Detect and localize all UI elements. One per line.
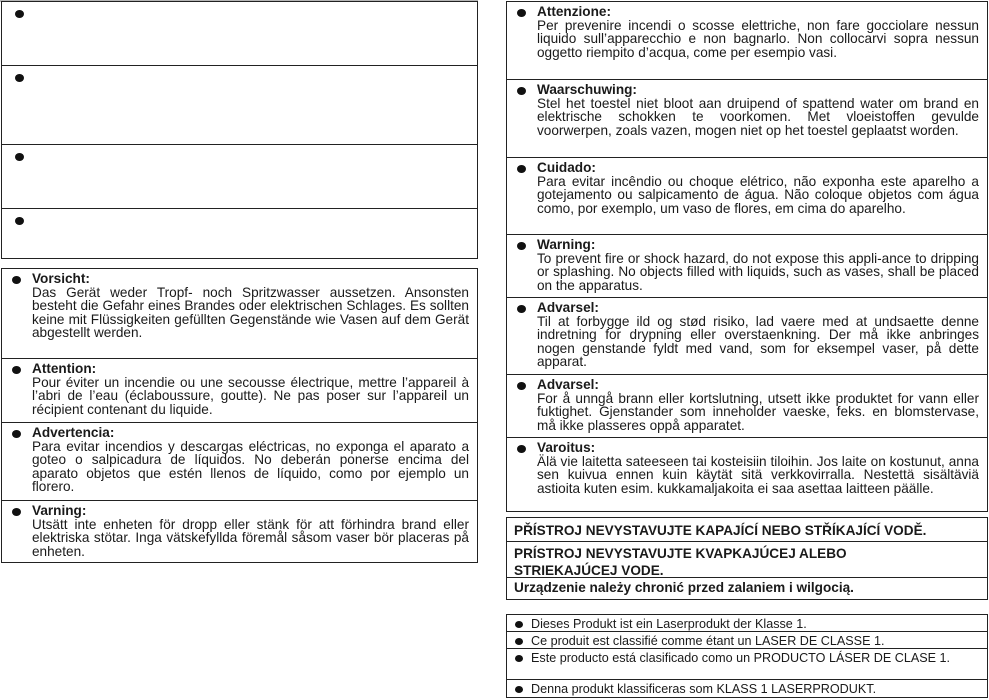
warning-entry-fi [507,438,987,510]
bullet-icon [12,366,21,374]
bullet-icon [12,508,21,516]
bullet-icon [515,655,523,662]
bullet-icon [12,276,21,284]
laser-notice-text: Denna produkt klassificeras som KLASS 1 LASERPRODUKT. [531,682,877,696]
warning-body: To prevent fire or shock hazard, do not expose this appli-ance to dripping or splashing. No objects filled with liquids, such as vases, shall be placed on the apparatus. [537,250,979,293]
bullet-icon [12,430,21,438]
bullet-icon [15,153,24,161]
warning-entry-da [507,298,987,375]
bullet-icon [515,638,523,645]
warning-entry-nl [507,80,987,158]
warning-body: For å unngå brann eller kortslutning, utsett ikke produktet for vann eller fuktighet. Gjenstander som inneholder vaeske, feks. en blomstervase, må ikke plasseres oppå apparatet. [537,390,979,433]
warning-entry-sv [2,501,477,561]
bullet-icon [517,87,526,95]
bullet-icon [15,10,24,18]
warning-title: Varning: [32,503,87,518]
warning-body: Per prevenire incendi o scosse elettriche, non fare gocciolare nessun liquido sull’apparecchio e non bagnarlo. Non collocarvi sopra nessun oggetto riempito d’acqua, come per esempio vasi. [537,17,979,60]
warning-entry-no [507,375,987,438]
laser-notice-fr [507,632,987,649]
warning-entry-pt [507,158,987,235]
laser-notice-es [507,649,987,680]
laser-notice-sv [507,680,987,697]
warning-title: Attention: [32,361,97,376]
right-warning-box [506,1,988,512]
bullet-icon [15,74,24,82]
laser-notice-de [507,615,987,632]
warning-title: Varoitus: [537,440,596,455]
bullet-icon [517,242,526,250]
bullet-icon [517,445,526,453]
water-notice-pl: Urządzenie należy chronić przed zalaniem i wilgocią. [514,580,854,595]
laser-notice-text: Ce produit est classifié comme étant un LASER DE CLASSE 1. [531,634,885,648]
water-notice-sk [507,542,987,578]
warning-title: Attenzione: [537,4,612,19]
warning-title: Vorsicht: [32,271,90,286]
bullet-icon [15,217,24,225]
warning-title: Advertencia: [32,425,115,440]
warning-title: Advarsel: [537,377,599,392]
empty-warning-entry [2,209,477,257]
bullet-icon [517,9,526,17]
warning-body: Til at forbygge ild og stød risiko, lad vaere med at undsaette denne indretning for drypning eller overstaenkning. Der må ikke anbringes nogen genstande fyldt med vand, som for eksempel vaser, på dette apparat. [537,313,979,369]
bullet-icon [517,382,526,390]
bullet-icon [515,686,523,693]
bullet-icon [517,305,526,313]
warning-body: Älä vie laitetta sateeseen tai kosteisiin tiloihin. Jos laite on kostunut, anna sen kuivua ennen kuin käytät sitä verkkovirralla. Nestettä sisältäviä astioita kuten esim. kukkamaljakoita ei saa asettaa laitteen päälle. [537,453,979,496]
empty-warning-entry [2,66,477,145]
warning-entry-it [507,2,987,80]
warning-body: Stel het toestel niet bloot aan druipend of spattend water om brand en elektrische schokken te voorkomen. Met vloeistoffen gevulde voorwerpen, zoals vazen, mogen niet op het toestel geplaatst worden. [537,95,979,138]
warning-title: Waarschuwing: [537,82,637,97]
empty-warning-box [1,1,478,259]
warning-body: Pour éviter un incendie ou une secousse électrique, mettre l’appareil à l’abri de l’eau (éclaboussure, goutte). Ne pas poser sur l’appareil un récipient contenant du liquide. [32,374,469,417]
water-notice-sk-line1: PRÍSTROJ NEVYSTAVUJTE KVAPKAJÚCEJ ALEBO [514,546,847,561]
bullet-icon [515,621,523,628]
warning-entry-es [2,423,477,501]
left-warning-box [1,268,478,563]
water-notice-box [506,517,988,600]
warning-body: Utsätt inte enheten för dropp eller stänk för att förhindra brand eller elektriska stötar. Inga vätskefyllda föremål såsom vaser bör placeras på enheten. [32,516,469,559]
bullet-icon [517,165,526,173]
warning-body: Para evitar incêndio ou choque elétrico, não exponha este aparelho a gotejamento ou salpicamento de água. Não coloque objetos com água como, por exemplo, um vaso de flores, em cima do aparelho. [537,173,979,216]
empty-warning-entry [2,2,477,66]
warning-body: Das Gerät weder Tropf- noch Spritzwasser aussetzen. Ansonsten besteht die Gefahr eines Brandes oder elektrischen Schlages. Es sollten keine mit Flüssigkeiten gefüllten Gegenstände wie Vasen auf dem Gerät abgestellt werden. [32,284,469,340]
laser-notice-text: Este producto está clasificado como un PRODUCTO LÁSER DE CLASE 1. [531,651,951,665]
warning-title: Advarsel: [537,300,599,315]
laser-notice-box [506,614,988,698]
warning-entry-en [507,235,987,298]
water-notice-sk-line2: STRIEKAJÚCEJ VODE. [514,563,664,578]
warning-title: Warning: [537,237,596,252]
empty-warning-entry [2,145,477,209]
warning-title: Cuidado: [537,160,596,175]
laser-notice-text: Dieses Produkt ist ein Laserprodukt der Klasse 1. [531,617,807,631]
warning-entry-fr [2,359,477,423]
water-notice-cs: PŘÍSTROJ NEVYSTAVUJTE KAPAJÍCÍ NEBO STŘÍKAJÍCÍ VODĚ. [507,518,987,542]
warning-body: Para evitar incendios y descargas eléctricas, no exponga el aparato a goteo o salpicadura de líquidos. No deberán ponerse encima del aparato objetos que estén llenos de líquido, como por ejemplo un florero. [32,438,469,494]
warning-entry-de [2,269,477,359]
